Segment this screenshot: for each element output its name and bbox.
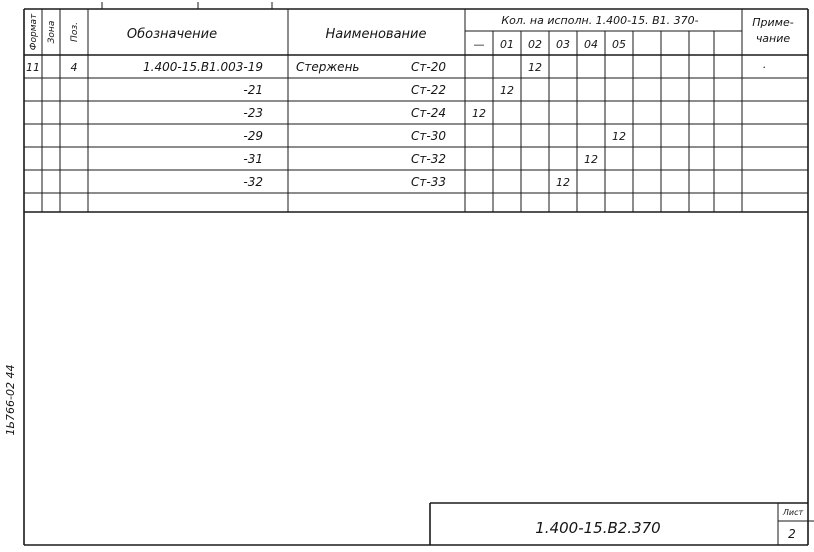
cell-qty: 12 [472, 107, 486, 120]
cell-designation: -31 [243, 152, 263, 166]
cell-code: Ст-22 [411, 83, 446, 97]
header-name: Наименование [325, 27, 427, 42]
cell-code: Ст-24 [411, 106, 446, 120]
side-archive-note: 1Ь766-02 44 [4, 364, 17, 436]
cell-qty: 12 [612, 130, 626, 143]
cell-qty: 12 [584, 153, 598, 166]
cell-qty: 12 [556, 176, 570, 189]
cell-code: Ст-32 [411, 152, 446, 166]
header-remarks-line2: чание [755, 32, 791, 45]
cell-code: Ст-20 [411, 60, 446, 74]
cell-designation: -29 [243, 129, 263, 143]
cell-name: Стержень [296, 60, 360, 74]
cell-designation: -32 [243, 175, 263, 189]
cell-qty: 12 [500, 84, 514, 97]
cell-qty: 12 [528, 61, 542, 74]
variant-header: 04 [584, 38, 598, 51]
variant-header: 01 [500, 38, 514, 51]
cell-position: 4 [70, 61, 78, 74]
cell-designation: 1.400-15.В1.003-19 [143, 60, 263, 74]
document-number: 1.400-15.В2.370 [535, 519, 661, 537]
header-qty-title: Кол. на исполн. 1.400-15. В1. 370- [501, 14, 699, 27]
variant-header: 02 [528, 38, 542, 51]
variant-header: — [473, 38, 485, 51]
sheet-number: 2 [788, 527, 796, 541]
cell-code: Ст-30 [411, 129, 446, 143]
variant-header: 03 [556, 38, 570, 51]
cell-remark: · [762, 61, 766, 74]
header-remarks-line1: Приме- [752, 16, 794, 29]
variant-header: 05 [612, 38, 626, 51]
header-format: Формат [29, 13, 39, 51]
header-position: Поз. [70, 22, 80, 42]
cell-designation: -23 [243, 106, 263, 120]
cell-code: Ст-33 [411, 175, 446, 189]
cell-format: 11 [26, 61, 40, 74]
sheet-label: Лист [782, 508, 804, 517]
header-zone: Зона [47, 20, 57, 44]
header-designation: Обозначение [126, 27, 218, 42]
cell-designation: -21 [243, 83, 263, 97]
